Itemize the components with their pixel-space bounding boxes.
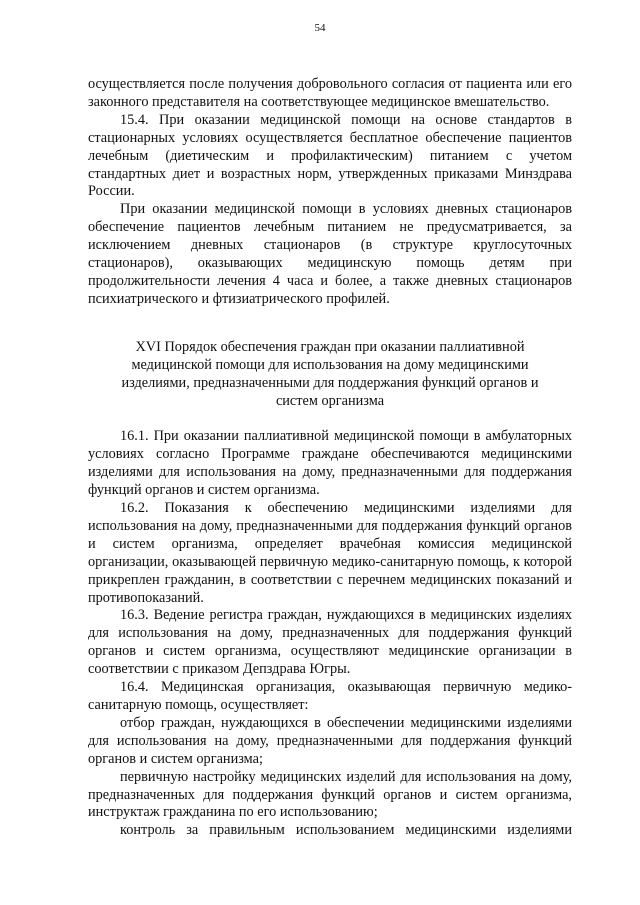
paragraph: 16.1. При оказании паллиативной медицинской помощи в амбулаторных условиях согласно Программе граждане обеспечиваются медицинскими изделиями для использования на дому, предназначенными для поддержания функций органов и систем организма. [88,428,572,499]
list-item: первичную настройку медицинских изделий для использования на дому, предназначенных для поддержания функций органов и систем организма, инструктаж гражданина по его использованию; [88,768,572,821]
paragraph: 15.4. При оказании медицинской помощи на основе стандартов в стационарных условиях осуществляется бесплатное обеспечение пациентов лечебным (диетическим и профилактическим) питанием с учетом стандартных диет и возрастных норм, утвержденных приказами Минздрава России. [88,111,572,200]
paragraph: 16.4. Медицинская организация, оказывающая первичную медико-санитарную помощь, осуществляет: [88,679,572,713]
section-heading: XVI Порядок обеспечения граждан при оказании паллиативной медицинской помощи для использования на дому медицинскими изделиями, предназначенными для поддержания функций органов и систем организма [121,338,539,409]
document-body [88,76,572,840]
page-number: 54 [314,22,326,34]
list-item: отбор граждан, нуждающихся в обеспечении медицинскими изделиями для использования на дому, предназначенными для поддержания функций органов и систем организма; [88,714,572,767]
paragraph: осуществляется после получения добровольного согласия от пациента или его законного представителя на соответствующее медицинское вмешательство. [88,76,572,110]
list-item: контроль за правильным использованием медицинскими изделиями [120,822,572,839]
paragraph: 16.3. Ведение регистра граждан, нуждающихся в медицинских изделиях для использования на дому, предназначенных для поддержания функций органов и систем организма, осуществляют медицинские организации в соответствии с приказом Депздрава Югры. [88,607,572,678]
paragraph: При оказании медицинской помощи в условиях дневных стационаров обеспечение пациентов лечебным питанием не предусматривается, за исключением дневных стационаров (в структуре круглосуточных стационаров), оказывающих медицинскую помощь детям при продолжительности лечения 4 часа и более, а также дневных стационаров психиатрического и фтизиатрического профилей. [88,201,572,307]
paragraph: 16.2. Показания к обеспечению медицинскими изделиями для использования на дому, предназначенными для поддержания функций органов и систем организма, определяет врачебная комиссия медицинской организации, оказывающей первичную медико-санитарную помощь, к которой прикреплен гражданин, в соответствии с перечнем медицинских показаний и противопоказаний. [88,500,572,606]
